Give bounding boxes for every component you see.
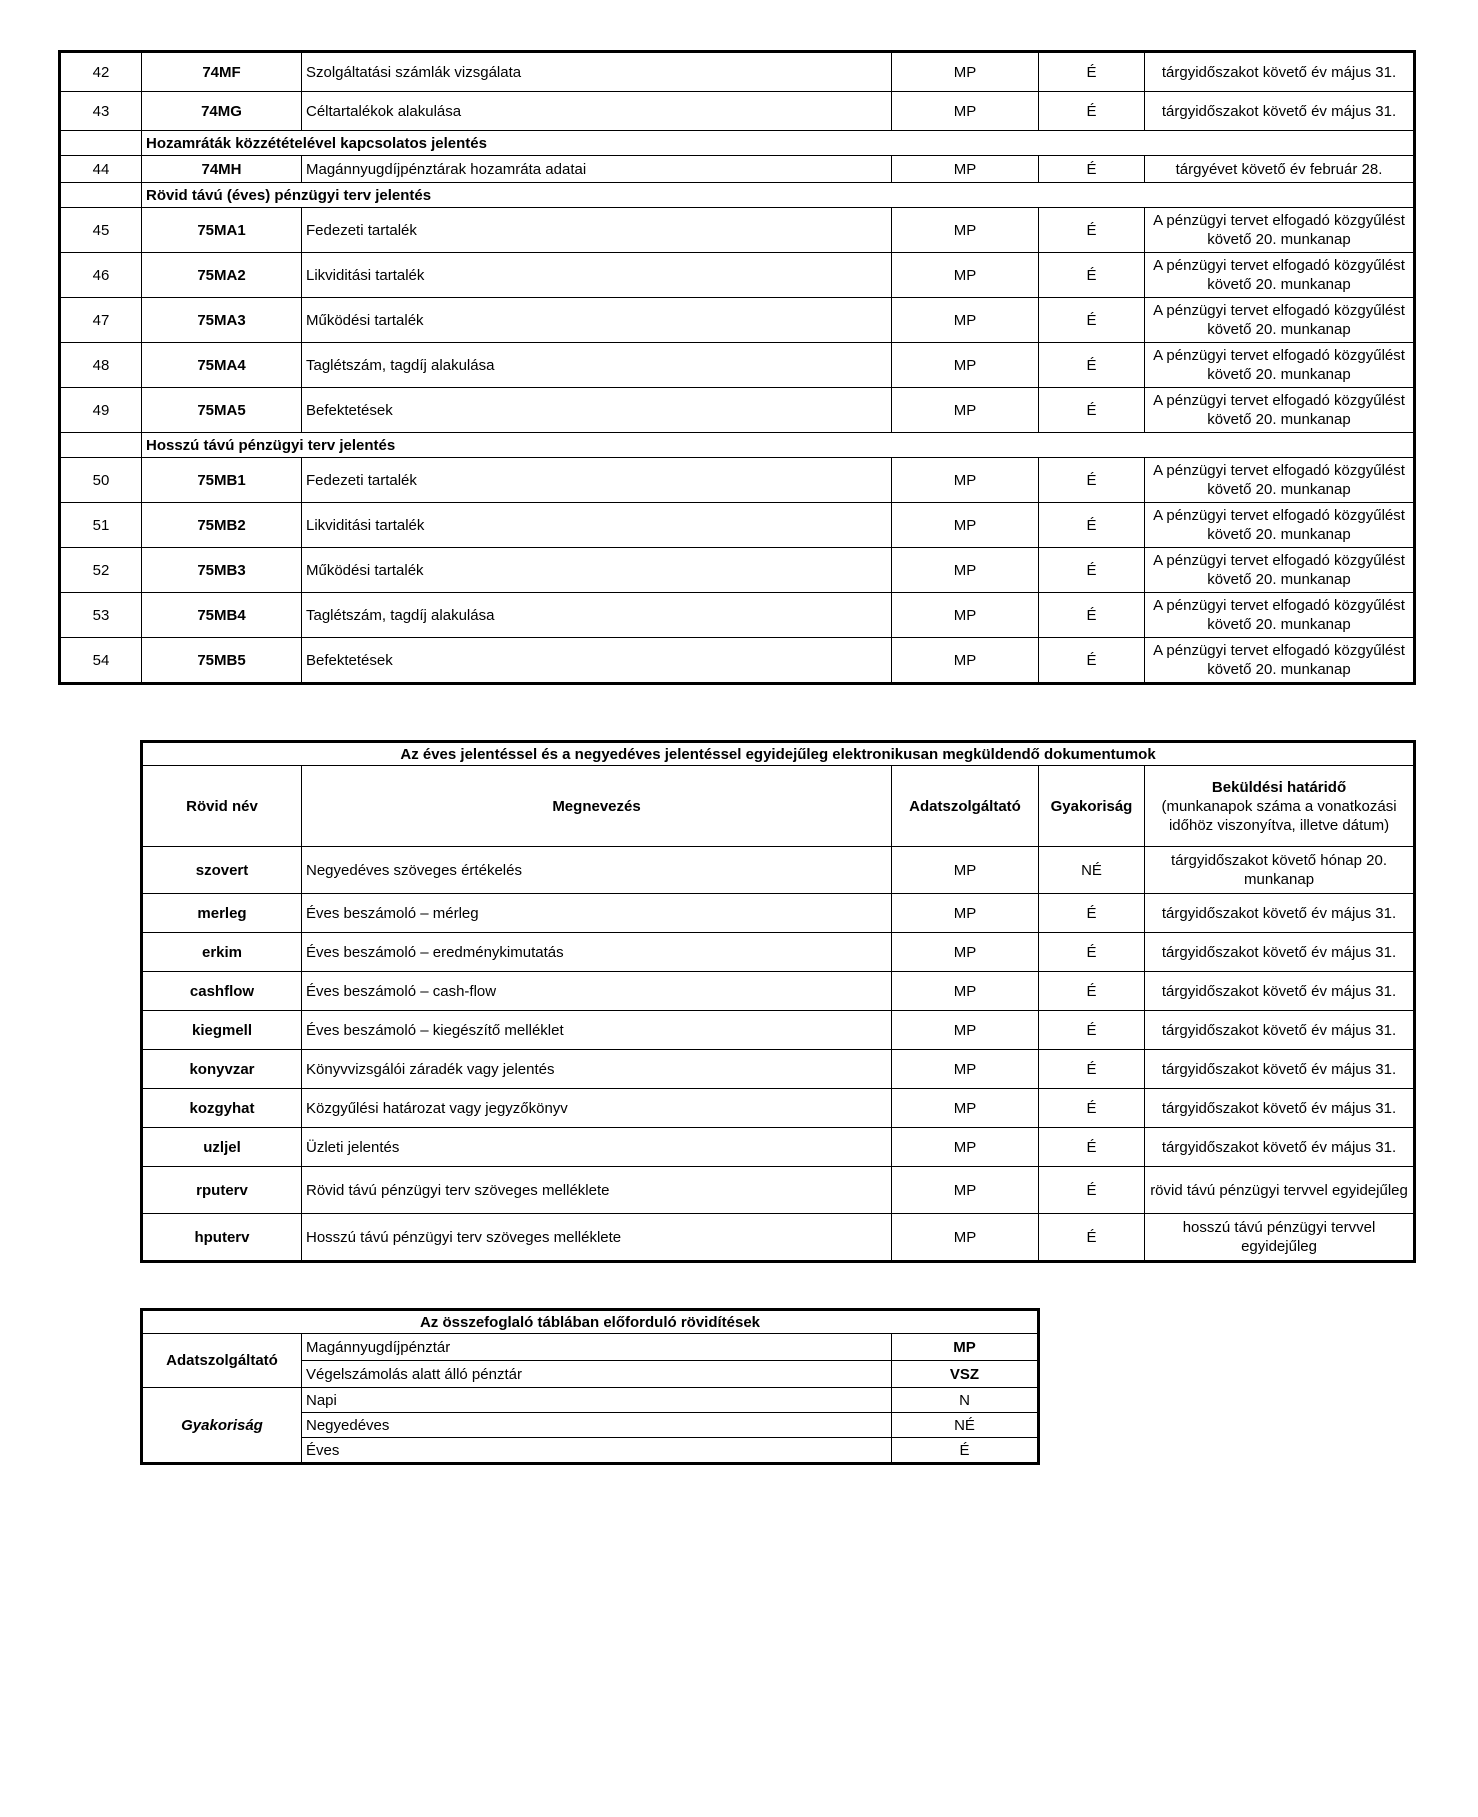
section-blank <box>60 183 142 208</box>
table-row <box>60 298 1415 343</box>
doc-provider: MP <box>892 972 1039 1011</box>
table-row <box>142 847 1415 894</box>
abbr-name: Éves <box>302 1438 892 1464</box>
header-deadline-title: Beküldési határidő <box>1211 778 1347 796</box>
table-row <box>60 388 1415 433</box>
section-title: Hozamráták közzétételével kapcsolatos jelentés <box>142 131 1415 156</box>
row-frequency: É <box>1039 343 1145 388</box>
table-row <box>142 894 1415 933</box>
row-number: 53 <box>60 593 142 638</box>
doc-deadline: rövid távú pénzügyi tervvel egyidejűleg <box>1145 1167 1415 1214</box>
doc-short-name: hputerv <box>142 1214 302 1262</box>
row-frequency: É <box>1039 298 1145 343</box>
doc-name: Közgyűlési határozat vagy jegyzőkönyv <box>302 1089 892 1128</box>
doc-deadline: hosszú távú pénzügyi tervvel egyidejűleg <box>1145 1214 1415 1262</box>
row-deadline: A pénzügyi tervet elfogadó közgyűlést követő 20. munkanap <box>1145 548 1415 593</box>
row-name: Befektetések <box>302 388 892 433</box>
table-row <box>60 503 1415 548</box>
row-name: Működési tartalék <box>302 548 892 593</box>
doc-short-name: merleg <box>142 894 302 933</box>
row-provider: MP <box>892 208 1039 253</box>
row-deadline: A pénzügyi tervet elfogadó közgyűlést követő 20. munkanap <box>1145 503 1415 548</box>
row-provider: MP <box>892 503 1039 548</box>
table-row <box>142 1214 1415 1262</box>
row-provider: MP <box>892 92 1039 131</box>
row-name: Likviditási tartalék <box>302 503 892 548</box>
row-code: 75MA1 <box>142 208 302 253</box>
row-code: 75MA4 <box>142 343 302 388</box>
row-code: 75MA3 <box>142 298 302 343</box>
abbr-code: VSZ <box>892 1361 1039 1388</box>
row-provider: MP <box>892 156 1039 183</box>
row-frequency: É <box>1039 208 1145 253</box>
row-provider: MP <box>892 458 1039 503</box>
header-deadline <box>1145 766 1415 847</box>
doc-provider: MP <box>892 933 1039 972</box>
table-row <box>60 92 1415 131</box>
row-provider: MP <box>892 52 1039 92</box>
row-deadline: tárgyévet követő év február 28. <box>1145 156 1415 183</box>
doc-name: Negyedéves szöveges értékelés <box>302 847 892 894</box>
row-code: 75MB3 <box>142 548 302 593</box>
doc-frequency: NÉ <box>1039 847 1145 894</box>
row-name: Magánnyugdíjpénztárak hozamráta adatai <box>302 156 892 183</box>
doc-short-name: erkim <box>142 933 302 972</box>
row-number: 44 <box>60 156 142 183</box>
row-provider: MP <box>892 593 1039 638</box>
doc-provider: MP <box>892 1128 1039 1167</box>
row-frequency: É <box>1039 458 1145 503</box>
doc-provider: MP <box>892 894 1039 933</box>
abbr-name: Napi <box>302 1388 892 1413</box>
abbreviations-table <box>140 1308 1040 1465</box>
row-provider: MP <box>892 388 1039 433</box>
doc-frequency: É <box>1039 1167 1145 1214</box>
table-row <box>60 593 1415 638</box>
row-number: 51 <box>60 503 142 548</box>
doc-name: Éves beszámoló – kiegészítő melléklet <box>302 1011 892 1050</box>
doc-deadline: tárgyidőszakot követő év május 31. <box>1145 1050 1415 1089</box>
row-name: Szolgáltatási számlák vizsgálata <box>302 52 892 92</box>
doc-name: Hosszú távú pénzügyi terv szöveges melléklete <box>302 1214 892 1262</box>
doc-provider: MP <box>892 1214 1039 1262</box>
doc-frequency: É <box>1039 1214 1145 1262</box>
header-name: Megnevezés <box>302 766 892 847</box>
doc-name: Rövid távú pénzügyi terv szöveges melléklete <box>302 1167 892 1214</box>
row-frequency: É <box>1039 156 1145 183</box>
row-frequency: É <box>1039 92 1145 131</box>
doc-short-name: konyvzar <box>142 1050 302 1089</box>
doc-deadline: tárgyidőszakot követő év május 31. <box>1145 1011 1415 1050</box>
row-code: 75MB2 <box>142 503 302 548</box>
row-frequency: É <box>1039 388 1145 433</box>
row-provider: MP <box>892 638 1039 684</box>
table-row <box>142 1388 1039 1413</box>
section-title: Rövid távú (éves) pénzügyi terv jelentés <box>142 183 1415 208</box>
table-row <box>60 156 1415 183</box>
row-provider: MP <box>892 343 1039 388</box>
row-name: Működési tartalék <box>302 298 892 343</box>
doc-frequency: É <box>1039 1128 1145 1167</box>
row-number: 48 <box>60 343 142 388</box>
row-deadline: A pénzügyi tervet elfogadó közgyűlést követő 20. munkanap <box>1145 388 1415 433</box>
row-provider: MP <box>892 298 1039 343</box>
row-deadline: tárgyidőszakot követő év május 31. <box>1145 92 1415 131</box>
row-name: Céltartalékok alakulása <box>302 92 892 131</box>
row-code: 74MF <box>142 52 302 92</box>
row-name: Taglétszám, tagdíj alakulása <box>302 593 892 638</box>
section-header-row <box>60 131 1415 156</box>
row-code: 75MA5 <box>142 388 302 433</box>
doc-provider: MP <box>892 1011 1039 1050</box>
row-code: 74MH <box>142 156 302 183</box>
table-row <box>60 253 1415 298</box>
table-row <box>60 638 1415 684</box>
doc-deadline: tárgyidőszakot követő év május 31. <box>1145 1089 1415 1128</box>
doc-name: Éves beszámoló – eredménykimutatás <box>302 933 892 972</box>
abbr-name: Negyedéves <box>302 1413 892 1438</box>
doc-name: Könyvvizsgálói záradék vagy jelentés <box>302 1050 892 1089</box>
header-provider: Adatszolgáltató <box>892 766 1039 847</box>
row-code: 75MB1 <box>142 458 302 503</box>
table-row <box>60 343 1415 388</box>
doc-name: Üzleti jelentés <box>302 1128 892 1167</box>
row-number: 45 <box>60 208 142 253</box>
row-deadline: A pénzügyi tervet elfogadó közgyűlést követő 20. munkanap <box>1145 253 1415 298</box>
row-code: 75MA2 <box>142 253 302 298</box>
doc-provider: MP <box>892 1089 1039 1128</box>
row-number: 47 <box>60 298 142 343</box>
documents-table <box>140 740 1416 1263</box>
row-code: 75MB5 <box>142 638 302 684</box>
table-row <box>142 1011 1415 1050</box>
abbr-name: Magánnyugdíjpénztár <box>302 1334 892 1361</box>
header-deadline-note: (munkanapok száma a vonatkozási időhöz viszonyítva, illetve dátum) <box>1161 797 1397 834</box>
table-header-row <box>142 766 1415 847</box>
row-code: 75MB4 <box>142 593 302 638</box>
row-code: 74MG <box>142 92 302 131</box>
section-blank <box>60 131 142 156</box>
doc-short-name: uzljel <box>142 1128 302 1167</box>
table-row <box>60 52 1415 92</box>
section-title: Hosszú távú pénzügyi terv jelentés <box>142 433 1415 458</box>
row-deadline: A pénzügyi tervet elfogadó közgyűlést követő 20. munkanap <box>1145 593 1415 638</box>
table-caption-row <box>142 742 1415 766</box>
header-frequency: Gyakoriság <box>1039 766 1145 847</box>
abbr-code: É <box>892 1438 1039 1464</box>
row-number: 52 <box>60 548 142 593</box>
doc-short-name: kiegmell <box>142 1011 302 1050</box>
row-number: 42 <box>60 52 142 92</box>
table-row <box>60 548 1415 593</box>
row-deadline: A pénzügyi tervet elfogadó közgyűlést követő 20. munkanap <box>1145 208 1415 253</box>
row-number: 49 <box>60 388 142 433</box>
doc-short-name: kozgyhat <box>142 1089 302 1128</box>
abbr-name: Végelszámolás alatt álló pénztár <box>302 1361 892 1388</box>
table-row <box>60 458 1415 503</box>
doc-short-name: szovert <box>142 847 302 894</box>
row-deadline: A pénzügyi tervet elfogadó közgyűlést követő 20. munkanap <box>1145 458 1415 503</box>
doc-frequency: É <box>1039 1089 1145 1128</box>
table-caption: Az összefoglaló táblában előforduló rövidítések <box>142 1310 1039 1334</box>
table-caption-row <box>142 1310 1039 1334</box>
row-frequency: É <box>1039 548 1145 593</box>
row-frequency: É <box>1039 638 1145 684</box>
doc-frequency: É <box>1039 972 1145 1011</box>
reports-table <box>58 50 1416 685</box>
row-name: Fedezeti tartalék <box>302 458 892 503</box>
row-name: Befektetések <box>302 638 892 684</box>
doc-deadline: tárgyidőszakot követő hónap 20. munkanap <box>1145 847 1415 894</box>
doc-short-name: cashflow <box>142 972 302 1011</box>
section-header-row <box>60 183 1415 208</box>
row-deadline: A pénzügyi tervet elfogadó közgyűlést követő 20. munkanap <box>1145 298 1415 343</box>
row-number: 46 <box>60 253 142 298</box>
doc-deadline: tárgyidőszakot követő év május 31. <box>1145 1128 1415 1167</box>
row-number: 54 <box>60 638 142 684</box>
row-name: Taglétszám, tagdíj alakulása <box>302 343 892 388</box>
row-number: 43 <box>60 92 142 131</box>
abbr-code: NÉ <box>892 1413 1039 1438</box>
header-short-name: Rövid név <box>142 766 302 847</box>
row-frequency: É <box>1039 253 1145 298</box>
doc-frequency: É <box>1039 933 1145 972</box>
table-row <box>142 1050 1415 1089</box>
doc-name: Éves beszámoló – cash-flow <box>302 972 892 1011</box>
doc-provider: MP <box>892 1050 1039 1089</box>
table-row <box>142 1334 1039 1361</box>
row-frequency: É <box>1039 593 1145 638</box>
doc-frequency: É <box>1039 894 1145 933</box>
row-number: 50 <box>60 458 142 503</box>
section-header-row <box>60 433 1415 458</box>
row-name: Fedezeti tartalék <box>302 208 892 253</box>
table-caption: Az éves jelentéssel és a negyedéves jelentéssel egyidejűleg elektronikusan megküldendő dokumentumok <box>142 742 1415 766</box>
table-row <box>142 1167 1415 1214</box>
row-deadline: A pénzügyi tervet elfogadó közgyűlést követő 20. munkanap <box>1145 343 1415 388</box>
provider-group-label: Adatszolgáltató <box>142 1334 302 1388</box>
row-frequency: É <box>1039 52 1145 92</box>
table-row <box>60 208 1415 253</box>
abbr-code: N <box>892 1388 1039 1413</box>
doc-frequency: É <box>1039 1050 1145 1089</box>
table-row <box>142 1128 1415 1167</box>
doc-deadline: tárgyidőszakot követő év május 31. <box>1145 894 1415 933</box>
row-provider: MP <box>892 253 1039 298</box>
doc-provider: MP <box>892 1167 1039 1214</box>
abbr-code: MP <box>892 1334 1039 1361</box>
doc-provider: MP <box>892 847 1039 894</box>
row-frequency: É <box>1039 503 1145 548</box>
doc-name: Éves beszámoló – mérleg <box>302 894 892 933</box>
row-provider: MP <box>892 548 1039 593</box>
frequency-group-label: Gyakoriság <box>142 1388 302 1464</box>
table-row <box>142 933 1415 972</box>
doc-deadline: tárgyidőszakot követő év május 31. <box>1145 933 1415 972</box>
table-row <box>142 1089 1415 1128</box>
row-name: Likviditási tartalék <box>302 253 892 298</box>
row-deadline: A pénzügyi tervet elfogadó közgyűlést követő 20. munkanap <box>1145 638 1415 684</box>
doc-short-name: rputerv <box>142 1167 302 1214</box>
doc-deadline: tárgyidőszakot követő év május 31. <box>1145 972 1415 1011</box>
doc-frequency: É <box>1039 1011 1145 1050</box>
table-row <box>142 972 1415 1011</box>
section-blank <box>60 433 142 458</box>
row-deadline: tárgyidőszakot követő év május 31. <box>1145 52 1415 92</box>
